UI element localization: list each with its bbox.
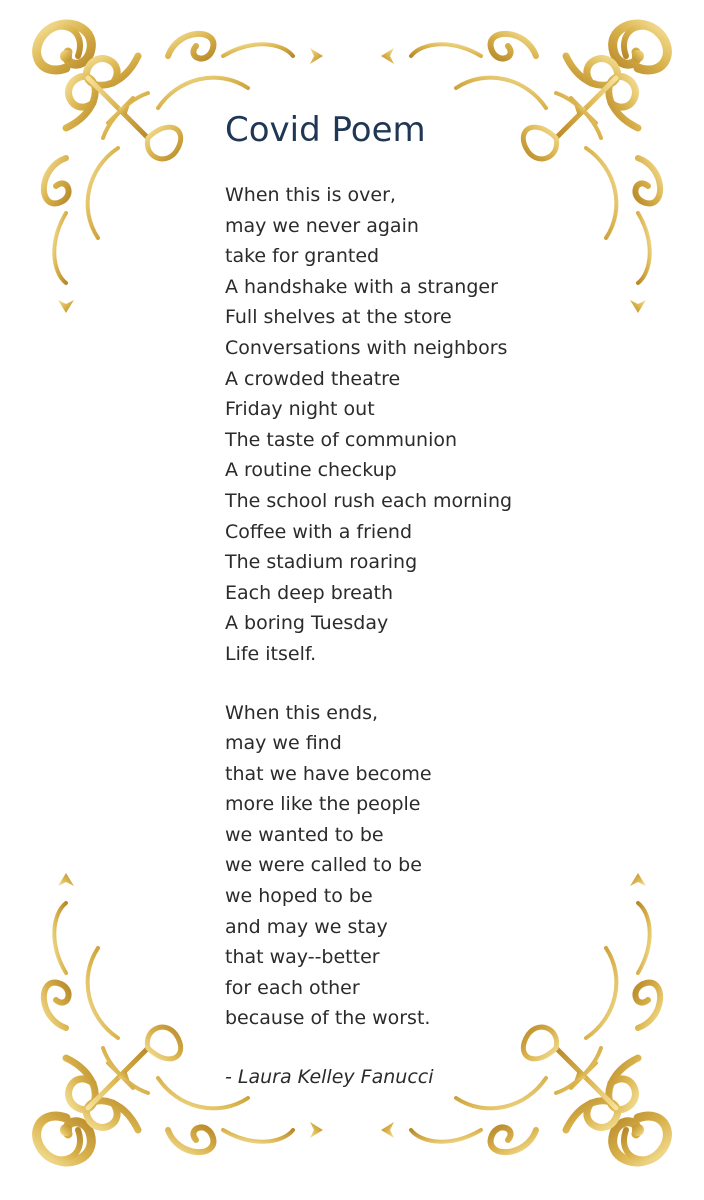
poem-line: A handshake with a stranger (225, 275, 498, 298)
poem-line: Life itself. (225, 642, 317, 665)
stanza (225, 180, 555, 670)
poem-line: The school rush each morning (225, 489, 513, 512)
poem-line: may we never again (225, 214, 419, 237)
poem-line: we hoped to be (225, 885, 373, 908)
poem-line: we wanted to be (225, 823, 384, 846)
poem-line: take for granted (225, 245, 380, 268)
poem-author: - Laura Kelley Fanucci (225, 1066, 434, 1089)
poem-line: A boring Tuesday (225, 612, 389, 635)
poem (225, 108, 555, 1092)
poem-line: Full shelves at the store (225, 306, 452, 329)
poem-line: Friday night out (225, 398, 375, 421)
poem-line: more like the people (225, 793, 421, 816)
poem-line: A routine checkup (225, 459, 397, 482)
poem-line: When this is over, (225, 184, 396, 206)
poem-line: Coffee with a friend (225, 520, 413, 543)
poem-line: and may we stay (225, 915, 388, 938)
poem-title: Covid Poem (225, 110, 426, 150)
poem-line: When this ends, (225, 701, 379, 724)
poem-line: The taste of communion (225, 428, 458, 451)
poem-line: we were called to be (225, 854, 422, 877)
stanza (225, 698, 555, 1035)
poem-line: A crowded theatre (225, 367, 401, 390)
poem-line: that we have become (225, 762, 432, 785)
poem-line: may we find (225, 732, 342, 755)
poem-line: because of the worst. (225, 1007, 431, 1030)
poem-line: that way--better (225, 946, 380, 969)
poem-line: The stadium roaring (225, 551, 418, 574)
poem-line: Each deep breath (225, 581, 393, 604)
poem-line: Conversations with neighbors (225, 336, 508, 359)
poem-line: for each other (225, 976, 360, 999)
